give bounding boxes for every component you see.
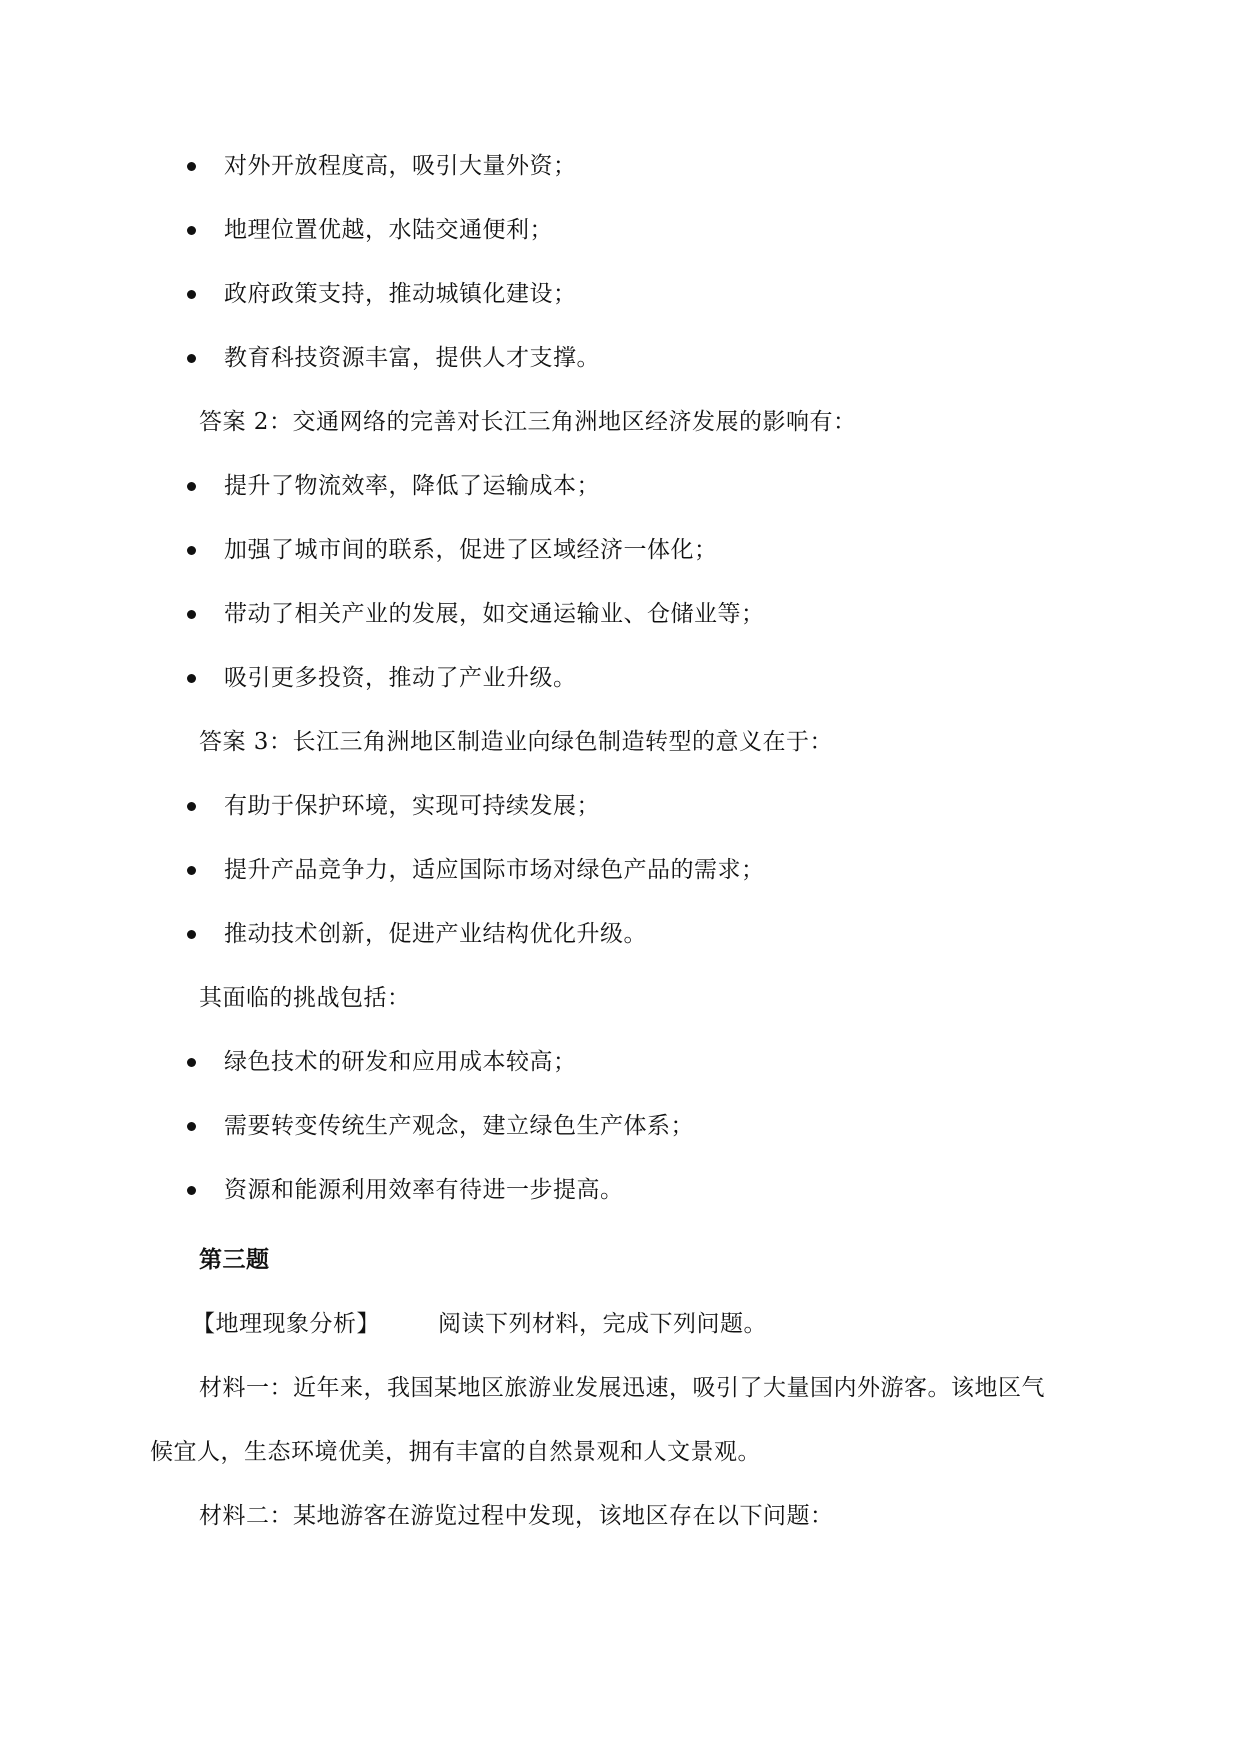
material-1-line-2: 候宜人，生态环境优美，拥有丰富的自然景观和人文景观。 bbox=[150, 1439, 761, 1465]
answer-heading: 答案 2：交通网络的完善对长江三角洲地区经济发展的影响有： bbox=[199, 409, 857, 435]
bullet-dot bbox=[187, 290, 196, 299]
list-item: 有助于保护环境，实现可持续发展； bbox=[224, 793, 600, 819]
question-intro bbox=[192, 1308, 767, 1340]
list-item: 资源和能源利用效率有待进一步提高。 bbox=[224, 1177, 624, 1203]
section-title: 第三题 bbox=[199, 1246, 270, 1273]
bullet-dot bbox=[187, 930, 196, 939]
list-item: 推动技术创新，促进产业结构优化升级。 bbox=[224, 921, 647, 947]
bullet-dot bbox=[187, 1122, 196, 1131]
list-item: 绿色技术的研发和应用成本较高； bbox=[224, 1049, 577, 1075]
bullet-dot bbox=[187, 610, 196, 619]
list-item: 对外开放程度高，吸引大量外资； bbox=[224, 153, 577, 179]
question-tag: 【地理现象分析】 bbox=[192, 1311, 380, 1337]
list-item: 提升了物流效率，降低了运输成本； bbox=[224, 473, 600, 499]
challenge-heading: 其面临的挑战包括： bbox=[199, 985, 411, 1011]
bullet-dot bbox=[187, 354, 196, 363]
bullet-dot bbox=[187, 162, 196, 171]
list-item: 带动了相关产业的发展，如交通运输业、仓储业等； bbox=[224, 601, 765, 627]
list-item: 教育科技资源丰富，提供人才支撑。 bbox=[224, 345, 600, 371]
list-item: 地理位置优越，水陆交通便利； bbox=[224, 217, 553, 243]
answer-heading: 答案 3：长江三角洲地区制造业向绿色制造转型的意义在于： bbox=[199, 729, 833, 755]
list-item: 需要转变传统生产观念，建立绿色生产体系； bbox=[224, 1113, 694, 1139]
bullet-dot bbox=[187, 482, 196, 491]
bullet-dot bbox=[187, 866, 196, 875]
bullet-dot bbox=[187, 802, 196, 811]
list-item: 政府政策支持，推动城镇化建设； bbox=[224, 281, 577, 307]
bullet-dot bbox=[187, 1058, 196, 1067]
bullet-dot bbox=[187, 546, 196, 555]
list-item: 吸引更多投资，推动了产业升级。 bbox=[224, 665, 577, 691]
question-instruction: 阅读下列材料，完成下列问题。 bbox=[438, 1311, 767, 1337]
bullet-dot bbox=[187, 1186, 196, 1195]
list-item: 加强了城市间的联系，促进了区域经济一体化； bbox=[224, 537, 718, 563]
bullet-dot bbox=[187, 226, 196, 235]
material-1-line-1: 材料一：近年来，我国某地区旅游业发展迅速，吸引了大量国内外游客。该地区气 bbox=[199, 1375, 1045, 1401]
bullet-dot bbox=[187, 674, 196, 683]
material-2: 材料二：某地游客在游览过程中发现，该地区存在以下问题： bbox=[199, 1503, 834, 1529]
list-item: 提升产品竞争力，适应国际市场对绿色产品的需求； bbox=[224, 857, 765, 883]
